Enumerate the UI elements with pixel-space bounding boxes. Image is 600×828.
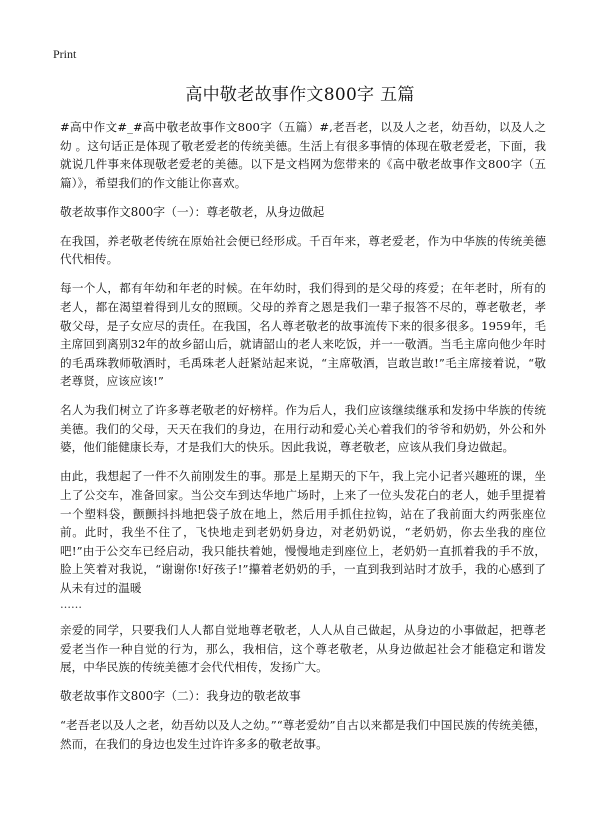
section-1-paragraph-1: 在我国，养老敬老传统在原始社会便已经形成。千百年来，尊老爱老，作为中华族的传统美德代代相传。 — [60, 233, 546, 267]
section-1-paragraph-3: 名人为我们树立了许多尊老敬老的好榜样。作为后人，我们应该继续继承和发扬中华族的传统美德。我们的父母，天天在我们的身边，在用行动和爱心关心着我们的爷爷和奶奶，外公和外婆，他们能健康长寿，才是我们大的快乐。因此我说，尊老敬老，应该从我们身边做起。 — [60, 403, 546, 455]
section-1-ellipsis: …… — [60, 598, 82, 611]
section-1-heading: 敬老故事作文800字（一）：尊老敬老，从身边做起 — [60, 204, 325, 219]
intro-paragraph: #高中作文#_#高中敬老故事作文800字（五篇）#,老吾老，以及人之老，幼吾幼，以及人之幼 。这句话正是体现了敬老爱老的传统美德。生活上有很多事情的体现在敬老爱老，下面，我就说几件事来体现敬老爱老的美德。以下是文档网为您带来的《高中敬老故事作文800字（五篇）》，希望我们的作文能让你喜欢。 — [60, 120, 546, 190]
article-body — [60, 118, 546, 764]
section-1-paragraph-2: 每一个人，都有年幼和年老的时候。在年幼时，我们得到的是父母的疼爱；在年老时，所有的老人，都在渴望着得到儿女的照顾。父母的养育之恩是我们一辈子报答不尽的，尊老敬老，孝敬父母，是子女应尽的责任。在我国，名人尊老敬老的故事流传下来的很多很多。1959年，毛主席回到离别32年的故乡韶山后，就请韶山的老人来吃饭，并一一敬酒。当毛主席向他少年时的毛禹珠教师敬酒时，毛禹珠老人赶紧站起来说，“主席敬酒，岂敢岂敢!”毛主席接着说，“敬老尊贤，应该应该!” — [60, 281, 546, 389]
document-title: 高中敬老故事作文800字 五篇 — [185, 85, 415, 105]
section-2-paragraph-1: “老吾老以及人之老，幼吾幼以及人之幼。”“尊老爱幼”自古以来都是我们中国民族的传统美德，然而，在我们的身边也发生过许许多多的敬老故事。 — [60, 718, 546, 751]
section-1-paragraph-4: 由此，我想起了一件不久前刚发生的事。那是上星期天的下午，我上完小记者兴趣班的课，坐上了公交车，准备回家。当公交车到达华地广场时，上来了一位头发花白的老人，她手里提着一个塑料袋，颤颤抖抖地把袋子放在地上，然后用手抓住拉钩，站在了我前面大约两张座位前。此时，我坐不住了，飞快地走到老奶奶身边，对老奶奶说，“老奶奶，你去坐我的座位吧!”由于公交车已经启动，我只能扶着她，慢慢地走到座位上，老奶奶一直抓着我的手不放，脸上笑着对我说，“谢谢你!好孩子!”攥着老奶奶的手，一直到我到站时才放手，我的心感到了从未有过的温暖 — [60, 469, 546, 596]
section-1-closing: 亲爱的同学，只要我们人人都自觉地尊老敬老，人人从自己做起，从身边的小事做起，把尊老爱老当作一种自觉的行为，那么，我相信，这个尊老敬老，从身边做起社会才能稳定和谐发展，中华民族的传统美德才会代代相传，发扬广大。 — [60, 623, 546, 675]
section-2-heading: 敬老故事作文800字（二）：我身边的敬老故事 — [60, 689, 301, 704]
print-link[interactable]: Print — [53, 47, 77, 61]
